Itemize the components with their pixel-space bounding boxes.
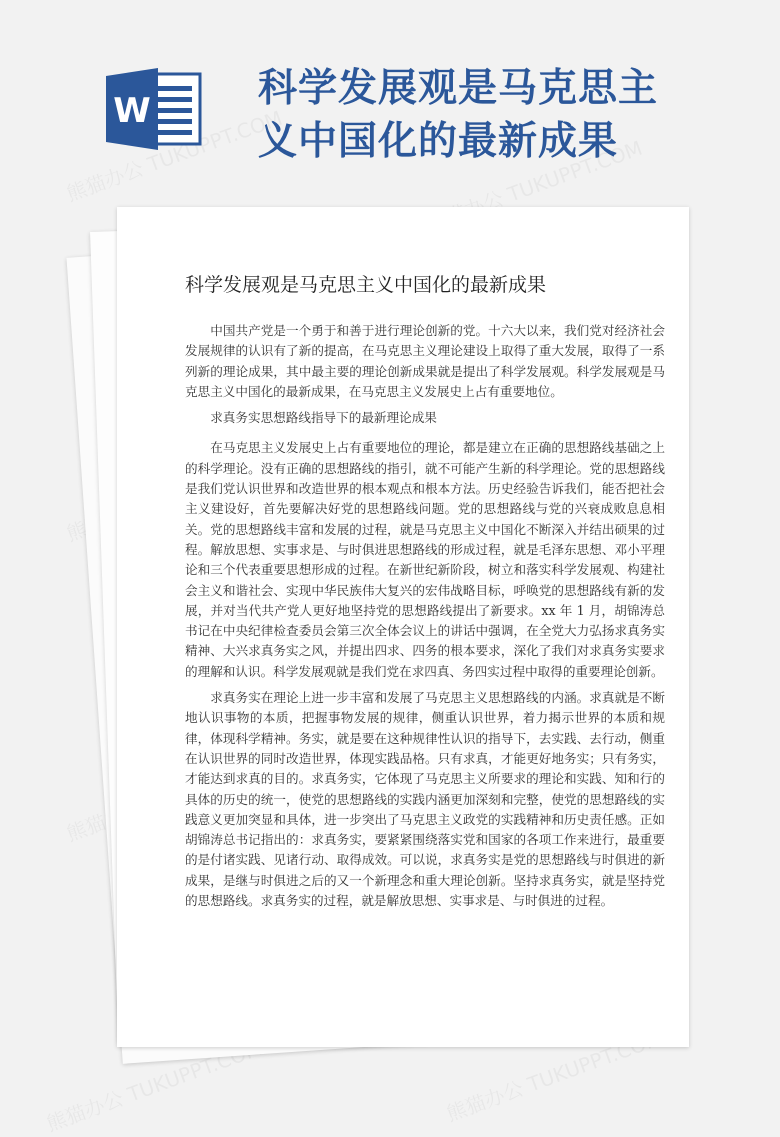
section-heading: 求真务实思想路线指导下的最新理论成果 (210, 410, 437, 426)
document-page (117, 207, 689, 1047)
paragraph: 求真务实在理论上进一步丰富和发展了马克思主义思想路线的内涵。求真就是不断地认识事物的本质，把握事物发展的规律，侧重认识世界，着力揭示世界的本质和规律，体现科学精神。务实，就是要在这种规律性认识的指导下，去实践、去行动，侧重在认识世界的同时改造世界，体现实践品格。只有求真，才能更好地务实；只有务实，才能达到求真的目的。求真务实，它体现了马克思主义所要求的理论和实践、知和行的具体的历史的统一，使党的思想路线的实践内涵更加深刻和完整，使党的思想路线的实践意义更加突显和具体，进一步突出了马克思主义政党的实践精神和历史责任感。正如胡锦涛总书记指出的：求真务实，要紧紧围绕落实党和国家的各项工作来进行，最重要的是付诸实践、见诸行动、取得成效。可以说，求真务实是党的思想路线与时俱进的新成果，是继与时俱进之后的又一个新理念和重大理论创新。坚持求真务实，就是坚持党的思想路线。求真务实的过程，就是解放思想、实事求是、与时俱进的过程。 (185, 690, 665, 909)
document-title: 科学发展观是马克思主义中国化的最新成果 (185, 274, 547, 296)
document-body (185, 321, 665, 917)
header-title-line2: 义中国化的最新成果 (258, 119, 619, 164)
word-document-icon (104, 66, 204, 152)
header-title (258, 62, 698, 168)
paragraph: 中国共产党是一个勇于和善于进行理论创新的党。十六大以来，我们党对经济社会发展规律的认识有了新的提高，在马克思主义理论建设上取得了重大发展，取得了一系列新的理论成果，其中最主要的理论创新成果就是提出了科学发展观。科学发展观是马克思主义中国化的最新成果，在马克思主义发展史上占有重要地位。 (185, 323, 665, 399)
word-icon-letter: W (113, 91, 151, 131)
paragraph: 在马克思主义发展史上占有重要地位的理论，都是建立在正确的思想路线基础之上的科学理论。没有正确的思想路线的指引，就不可能产生新的科学理论。党的思想路线是我们党认识世界和改造世界的根本观点和根本方法。历史经验告诉我们，能否把社会主义建设好，首先要解决好党的思想路线问题。党的思想路线与党的兴衰成败息息相关。党的思想路线丰富和发展的过程，就是马克思主义中国化不断深入并结出硕果的过程。解放思想、实事求是、与时俱进思想路线的形成过程，就是毛泽东思想、邓小平理论和三个代表重要思想形成的过程。在新世纪新阶段，树立和落实科学发展观、构建社会主义和谐社会、实现中华民族伟大复兴的宏伟战略目标，呼唤党的思想路线有新的发展，并对当代共产党人更好地坚持党的思想路线提出了新要求。xx 年 1 月，胡锦涛总书记在中央纪律检查委员会第三次全体会议上的讲话中强调，在全党大力弘扬求真务实精神、大兴求真务实之风，并提出四求、四务的根本要求，深化了我们对求真务实要求的理解和认识。科学发展观就是我们党在求四真、务四实过程中取得的重要理论创新。 (185, 440, 665, 679)
header-title-line1: 科学发展观是马克思主 (258, 66, 659, 111)
